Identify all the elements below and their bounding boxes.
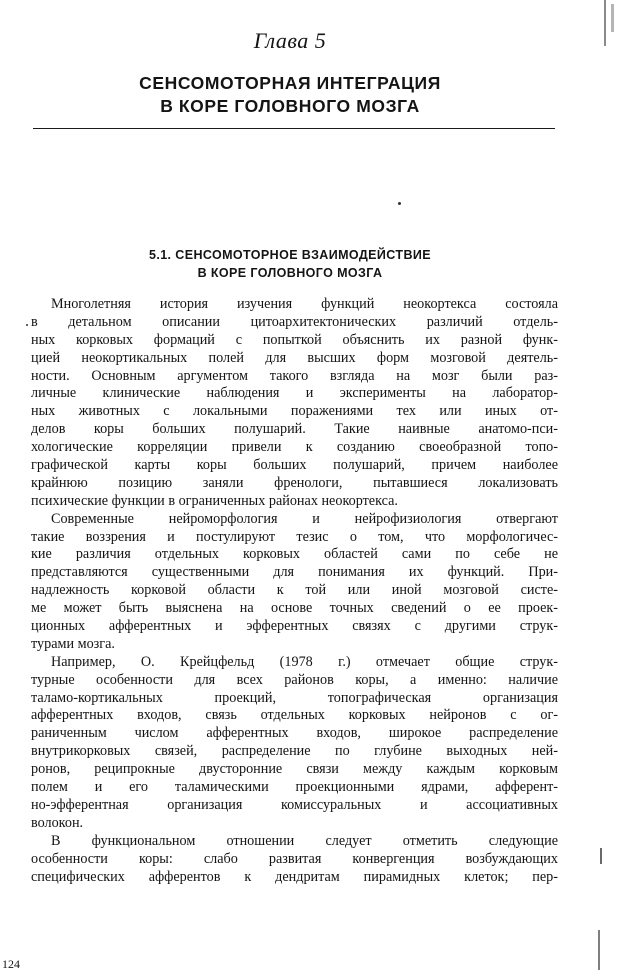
text-line: раниченным числом афферентных входов, широкое распределение	[31, 725, 558, 742]
chapter-title	[0, 72, 580, 118]
scan-edge-mark	[600, 848, 602, 864]
text-line: ных корковых формаций с попыткой объяснить их разной функ-	[31, 331, 558, 348]
text-line: особенности коры: слабо развитая конвергенция возбуждающих	[31, 850, 558, 867]
text-line: ронов, реципрокные двусторонние связи между каждым корковым	[31, 761, 558, 778]
text-line: В функциональном отношении следует отметить следующие	[51, 832, 558, 849]
section-title-line: В КОРЕ ГОЛОВНОГО МОЗГА	[197, 266, 383, 280]
text-line: ме может быть выяснена на основе точных сведений о ее проек-	[31, 600, 558, 617]
text-line: психические функции в ограниченных районах неокортекса.	[31, 492, 398, 509]
text-line: хологические корреляции привели к созданию своеобразной топо-	[31, 439, 558, 456]
text-line: представляются существенными для понимания их функций. При-	[31, 564, 558, 581]
text-line: кие различия отдельных корковых областей сами по себе не	[31, 546, 558, 563]
text-line: турами мозга.	[31, 635, 115, 652]
horizontal-rule	[33, 128, 555, 129]
scan-speck	[26, 324, 28, 326]
scan-edge-mark	[604, 0, 606, 46]
scan-speck	[398, 202, 401, 205]
text-line: Например, О. Крейцфельд (1978 г.) отмечает общие струк-	[51, 653, 558, 670]
text-line: крайнюю позицию заняли френологи, пытавшиеся локализовать	[31, 474, 558, 491]
text-line: афферентных входов, связь отдельных корковых нейронов с ог-	[31, 707, 558, 724]
scan-edge-mark	[598, 930, 600, 970]
text-line: цией неокортикальных полей для высших форм мозговой деятель-	[31, 349, 558, 366]
scan-edge-mark	[611, 4, 614, 32]
page-number: 124	[2, 957, 20, 971]
text-line: внутрикорковых связей, распределение по глубине выходных ней-	[31, 743, 558, 760]
chapter-title-line: В КОРЕ ГОЛОВНОГО МОЗГА	[160, 96, 420, 116]
text-line: специфических афферентов к дендритам пирамидных клеток; пер-	[31, 868, 558, 885]
text-line: но-эфферентная организация комиссуральных и ассоциативных	[31, 796, 558, 813]
text-line: делов коры больших полушарий. Такие наивные анатомо-пси-	[31, 421, 558, 438]
text-line: волокон.	[31, 814, 84, 831]
body-text	[31, 296, 558, 886]
text-line: ционных афферентных и эфферентных связях с другими струк-	[31, 618, 558, 635]
text-line: надлежность корковой области к той или иной мозговой систе-	[31, 582, 558, 599]
text-line: ных животных с локальными поражениями тех или иных от-	[31, 403, 558, 420]
text-line: ности. Основным аргументом такого взгляда на мозг были раз-	[31, 367, 558, 384]
text-line: графической карты коры больших полушарий, причем наиболее	[31, 457, 558, 474]
text-line: полем и его таламическими проекционными ядрами, афферент-	[31, 779, 558, 796]
section-title	[0, 246, 580, 282]
text-line: такие воззрения и постулируют тезис о том, что морфологичес-	[31, 528, 558, 545]
text-line: таламо-кортикальных проекций, топографическая организация	[31, 689, 558, 706]
chapter-title-line: СЕНСОМОТОРНАЯ ИНТЕГРАЦИЯ	[139, 73, 441, 93]
chapter-label: Глава 5	[253, 28, 327, 53]
text-line: личные клинические наблюдения и эксперименты на лаборатор-	[31, 385, 558, 402]
text-line: Многолетняя история изучения функций неокортекса состояла	[51, 296, 558, 312]
text-line: Современные нейроморфология и нейрофизиология отвергают	[51, 510, 558, 527]
section-title-line: 5.1. СЕНСОМОТОРНОЕ ВЗАИМОДЕЙСТВИЕ	[148, 248, 432, 262]
text-line: турные особенности для всех районов коры, а именно: наличие	[31, 671, 558, 688]
text-line: в детальном описании цитоархитектонических различий отдель-	[31, 313, 558, 330]
